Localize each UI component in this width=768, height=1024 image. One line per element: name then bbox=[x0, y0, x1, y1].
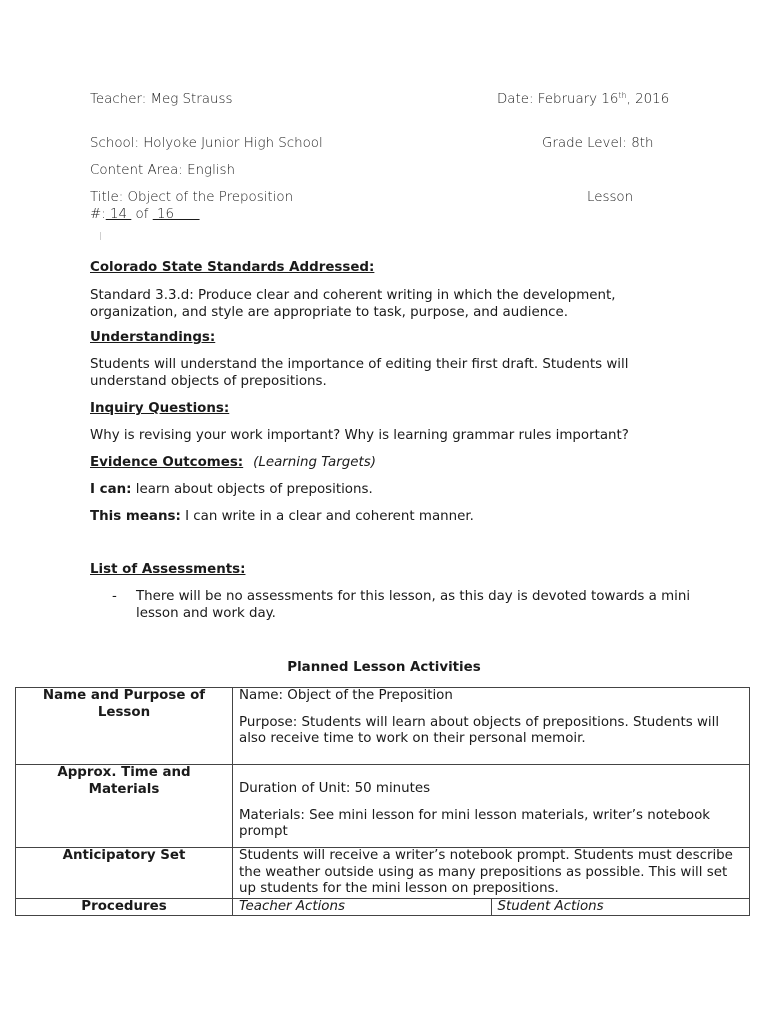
lesson-materials: Materials: See mini lesson for mini lesson materials, writer’s notebook prompt bbox=[239, 807, 711, 839]
row-label: Approx. Time and Materials bbox=[16, 765, 233, 848]
student-actions-header: Student Actions bbox=[491, 898, 750, 916]
means-line bbox=[90, 509, 474, 526]
table-row bbox=[16, 848, 750, 899]
lesson-hash: #: bbox=[90, 207, 106, 222]
row-content: Students will receive a writer’s notebook prompt. Students must describe the weather outside using as many prepositions as possible. This will set up students for the mini lesson on prepositions. bbox=[233, 848, 750, 899]
standards-heading: Colorado State Standards Addressed: bbox=[90, 260, 375, 275]
activities-title: Planned Lesson Activities bbox=[287, 660, 481, 675]
date-main: Date: February 16 bbox=[497, 92, 619, 107]
evidence-line bbox=[90, 455, 376, 472]
evidence-note: (Learning Targets) bbox=[253, 455, 376, 470]
lesson-of: of bbox=[131, 207, 153, 222]
assessment-dash: - bbox=[112, 589, 117, 604]
date-year: , 2016 bbox=[626, 92, 670, 107]
grade-level: Grade Level: 8th bbox=[542, 136, 654, 151]
lesson-total: 16 bbox=[152, 207, 200, 222]
inquiry-heading: Inquiry Questions: bbox=[90, 401, 230, 416]
means-text: I can write in a clear and coherent manner. bbox=[180, 509, 474, 524]
standards-text: Standard 3.3.d: Produce clear and coherent writing in which the development, organization, and style are appropriate to task, purpose, and audience. bbox=[90, 288, 616, 320]
row-label: Procedures bbox=[16, 898, 233, 916]
means-label: This means: bbox=[90, 509, 181, 524]
lesson-name: Name: Object of the Preposition bbox=[239, 688, 453, 703]
teacher-name: Teacher: Meg Strauss bbox=[90, 92, 233, 107]
lesson-title: Title: Object of the Preposition bbox=[90, 190, 294, 205]
ican-text: learn about objects of prepositions. bbox=[131, 482, 373, 497]
table-row bbox=[16, 898, 750, 916]
understandings-text: Students will understand the importance of editing their first draft. Students will understand objects of prepositions. bbox=[90, 357, 629, 389]
content-area: Content Area: English bbox=[90, 163, 235, 178]
assessment-item: There will be no assessments for this lesson, as this day is devoted towards a mini lesson and work day. bbox=[136, 589, 691, 621]
date-superscript: th bbox=[618, 91, 627, 100]
row-label: Anticipatory Set bbox=[16, 848, 233, 899]
school-name: School: Holyoke Junior High School bbox=[90, 136, 323, 151]
lesson-duration: Duration of Unit: 50 minutes bbox=[239, 781, 431, 796]
row-content bbox=[233, 765, 750, 848]
ican-label: I can: bbox=[90, 482, 132, 497]
row-content bbox=[233, 688, 750, 765]
inquiry-text: Why is revising your work important? Why is learning grammar rules important? bbox=[90, 428, 629, 443]
ican-line bbox=[90, 482, 373, 499]
lesson-current: 14 bbox=[105, 207, 132, 222]
cursor-mark bbox=[100, 232, 101, 240]
activities-table bbox=[15, 687, 750, 916]
assessments-heading: List of Assessments: bbox=[90, 562, 246, 577]
table-row bbox=[16, 688, 750, 765]
lesson-word: Lesson bbox=[587, 190, 634, 205]
evidence-heading: Evidence Outcomes: bbox=[90, 455, 244, 470]
teacher-actions-header: Teacher Actions bbox=[233, 898, 492, 916]
row-label: Name and Purpose of Lesson bbox=[16, 688, 233, 765]
lesson-purpose: Purpose: Students will learn about objects of prepositions. Students will also receive time to work on their personal memoir. bbox=[239, 714, 720, 746]
table-row bbox=[16, 765, 750, 848]
understandings-heading: Understandings: bbox=[90, 330, 216, 345]
lesson-date bbox=[497, 92, 669, 109]
lesson-number bbox=[90, 207, 200, 224]
